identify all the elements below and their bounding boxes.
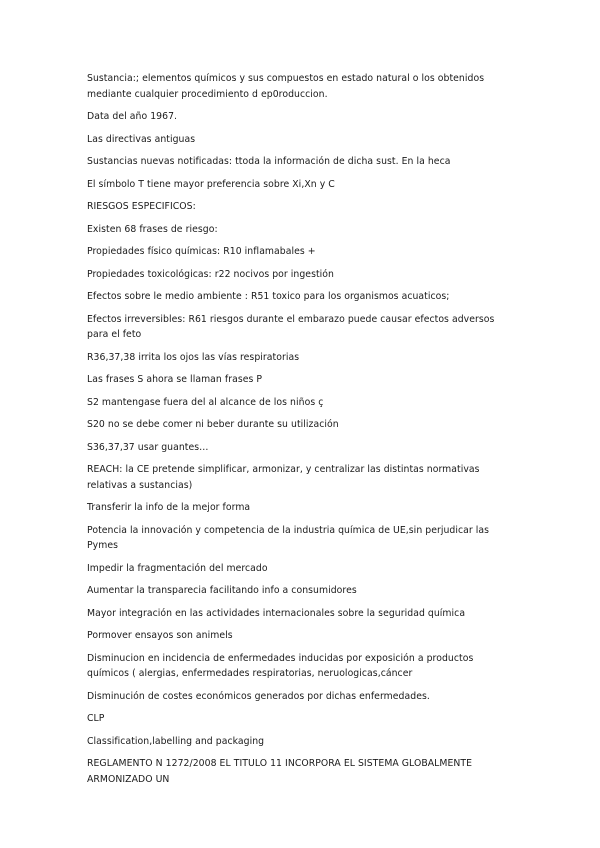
paragraph: Disminucion en incidencia de enfermedades inducidas por exposición a productos químicos ( alergias, enfermedades respiratorias, neruologicas,cáncer (87, 652, 474, 679)
document-body (87, 71, 517, 794)
paragraph: Propiedades toxicológicas: r22 nocivos por ingestión (87, 268, 334, 280)
paragraph: Impedir la fragmentación del mercado (87, 562, 268, 574)
paragraph: Las frases S ahora se llaman frases P (87, 374, 263, 385)
paragraph: Propiedades físico químicas: R10 inflamabales + (87, 246, 316, 257)
paragraph: S2 mantengase fuera del al alcance de los niños ç (87, 396, 324, 408)
paragraph: S20 no se debe comer ni beber durante su utilización (87, 419, 339, 430)
paragraph: R36,37,38 irrita los ojos las vías respiratorias (87, 351, 300, 363)
paragraph: El símbolo T tiene mayor preferencia sobre Xi,Xn y C (87, 178, 335, 190)
section-heading: RIESGOS ESPECIFICOS: (87, 201, 196, 212)
paragraph: Efectos irreversibles: R61 riesgos durante el embarazo puede causar efectos adversos para el feto (87, 313, 495, 340)
paragraph: Data del año 1967. (87, 111, 178, 122)
paragraph: Aumentar la transparecia facilitando info a consumidores (87, 585, 357, 596)
paragraph: REACH: la CE pretende simplificar, armonizar, y centralizar las distintas normativas relativas a sustancias) (87, 464, 480, 491)
paragraph: Efectos sobre le medio ambiente : R51 toxico para los organismos acuaticos; (87, 291, 450, 302)
paragraph: Pormover ensayos son animels (87, 630, 233, 641)
paragraph: Mayor integración en las actividades internacionales sobre la seguridad química (87, 607, 466, 619)
section-heading: CLP (87, 713, 105, 724)
paragraph: REGLAMENTO N 1272/2008 EL TITULO 11 INCORPORA EL SISTEMA GLOBALMENTE ARMONIZADO UN (87, 758, 473, 785)
paragraph: S36,37,37 usar guantes… (87, 441, 209, 453)
paragraph: Sustancias nuevas notificadas: ttoda la información de dicha sust. En la heca (87, 156, 451, 167)
paragraph: Existen 68 frases de riesgo: (87, 223, 218, 235)
paragraph: Potencia la innovación y competencia de la industria química de UE,sin perjudicar las Pymes (87, 524, 490, 551)
paragraph: Disminución de costes económicos generados por dichas enfermedades. (87, 690, 430, 702)
paragraph: Las directivas antiguas (87, 133, 196, 145)
paragraph: Classification,labelling and packaging (87, 735, 265, 747)
paragraph: Sustancia:; elementos químicos y sus compuestos en estado natural o los obtenidos mediante cualquier procedimiento d ep0roduccion. (87, 73, 485, 100)
paragraph: Transferir la info de la mejor forma (87, 502, 251, 513)
